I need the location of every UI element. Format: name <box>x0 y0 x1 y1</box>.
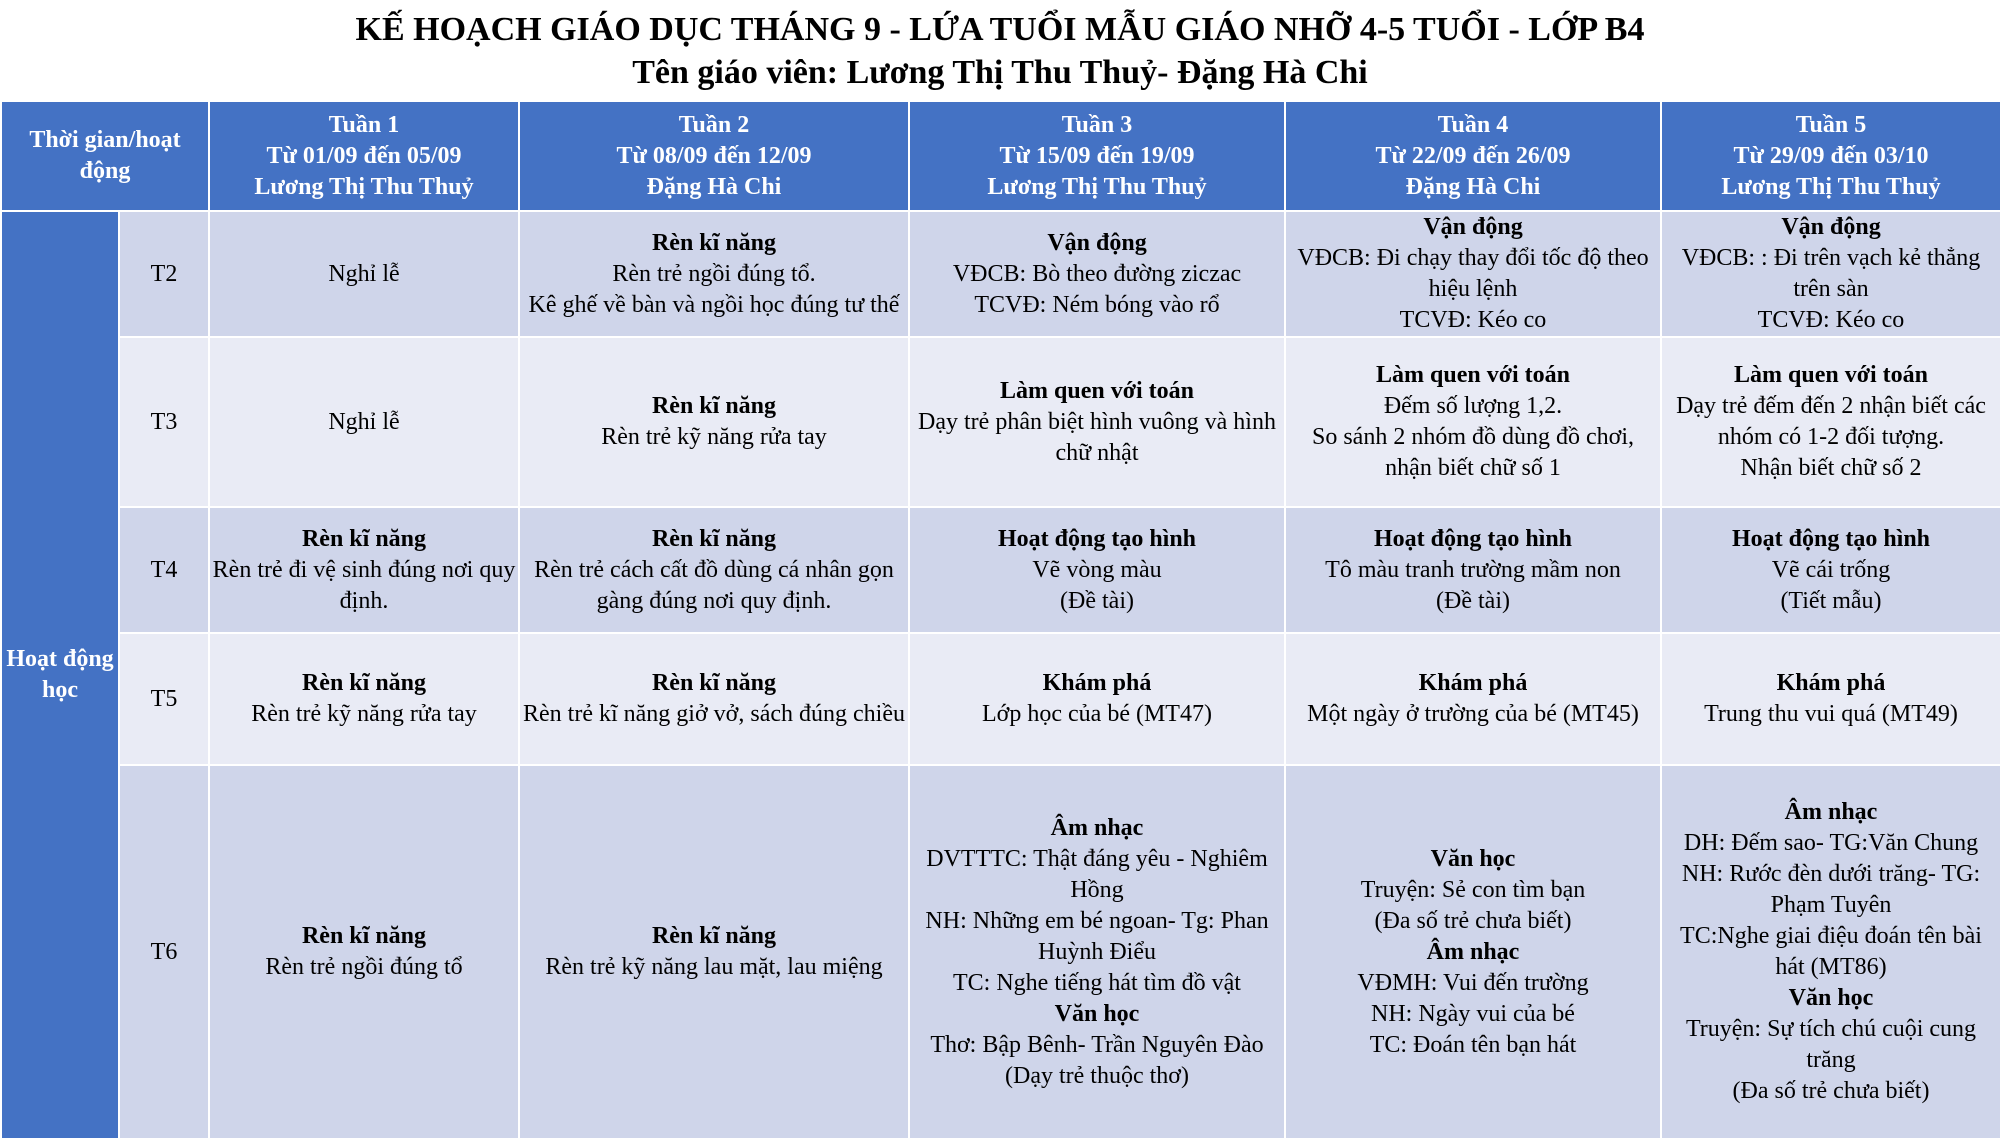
week-name: Tuần 3 <box>1061 111 1133 138</box>
table-row <box>1 211 2000 337</box>
plan-body <box>1 211 2000 1139</box>
activity-text: Thơ: Bập Bênh- Trần Nguyên Đào <box>930 1031 1264 1058</box>
week-teacher: Lương Thị Thu Thuỷ <box>254 173 474 200</box>
activity-heading: Rèn kĩ năng <box>651 393 777 419</box>
activity-cell <box>519 765 909 1139</box>
plan-table <box>0 100 2000 1140</box>
activity-heading: Âm nhạc <box>1784 799 1878 825</box>
activity-heading: Văn học <box>1430 845 1516 872</box>
activity-heading: Âm nhạc <box>1050 814 1144 841</box>
activity-text: (Đa số trẻ chưa biết) <box>1732 1078 1930 1104</box>
activity-heading: Âm nhạc <box>1426 938 1520 965</box>
title-block <box>0 8 2000 94</box>
activity-heading: Hoạt động tạo hình <box>997 525 1197 552</box>
day-label: T4 <box>119 507 209 633</box>
activity-text: (Dạy trẻ thuộc thơ) <box>1005 1062 1189 1089</box>
week-name: Tuần 1 <box>328 111 400 138</box>
activity-cell <box>1661 633 2000 765</box>
activity-text: Rèn trẻ cách cất đồ dùng cá nhân gọn gàng đúng nơi quy định. <box>534 556 894 614</box>
activity-heading: Rèn kĩ năng <box>301 525 427 552</box>
activity-cell <box>519 337 909 507</box>
activity-cell <box>209 765 519 1139</box>
week-header <box>519 101 909 211</box>
week-dates: Từ 29/09 đến 03/10 <box>1733 142 1929 169</box>
table-row <box>1 337 2000 507</box>
activity-text: (Đề tài) <box>1436 587 1510 614</box>
week-teacher: Lương Thị Thu Thuỷ <box>1721 173 1941 200</box>
activity-text: Dạy trẻ đếm đến 2 nhận biết các nhóm có 1-2 đối tượng. <box>1676 393 1986 450</box>
activity-text: VĐCB: Đi chạy thay đổi tốc độ theo hiệu lệnh <box>1297 245 1649 302</box>
table-row <box>1 507 2000 633</box>
activity-text: TCVĐ: Kéo co <box>1399 307 1547 333</box>
activity-text: Rèn trẻ kỹ năng rửa tay <box>251 701 477 727</box>
activity-text: Vẽ vòng màu <box>1032 556 1162 583</box>
activity-text: Rèn trẻ đi vệ sinh đúng nơi quy định. <box>212 556 516 614</box>
activity-cell <box>1285 765 1661 1139</box>
activity-cell <box>519 507 909 633</box>
activity-cell <box>909 337 1285 507</box>
activity-text: DVTTTC: Thật đáng yêu - Nghiêm Hồng <box>926 845 1268 903</box>
activity-cell <box>519 633 909 765</box>
activity-text: DH: Đếm sao- TG:Văn Chung <box>1683 830 1979 856</box>
activity-text: Truyện: Sẻ con tìm bạn <box>1360 876 1586 903</box>
activity-text: Lớp học của bé (MT47) <box>982 701 1212 727</box>
activity-text: Rèn trẻ kỹ năng lau mặt, lau miệng <box>545 954 883 980</box>
activity-text: Kê ghế về bàn và ngồi học đúng tư thế <box>528 291 900 318</box>
activity-heading: Làm quen với toán <box>1734 362 1928 388</box>
activity-cell <box>1285 633 1661 765</box>
activity-text: TC: Nghe tiếng hát tìm đồ vật <box>953 969 1241 996</box>
activity-text: VĐCB: : Đi trên vạch kẻ thẳng trên sàn <box>1681 245 1981 302</box>
activity-cell <box>209 211 519 337</box>
group-label: Hoạt động học <box>1 211 119 1139</box>
activity-cell <box>909 765 1285 1139</box>
activity-heading: Khám phá <box>1042 670 1152 696</box>
activity-heading: Làm quen với toán <box>1000 377 1194 404</box>
activity-text: Nhận biết chữ số 2 <box>1740 455 1922 481</box>
activity-text: VĐCB: Bò theo đường ziczac <box>952 260 1242 287</box>
activity-text: TC:Nghe giai điệu đoán tên bài hát (MT86) <box>1680 923 1982 980</box>
activity-text: VĐMH: Vui đến trường <box>1357 969 1589 996</box>
activity-text: NH: Rước đèn dưới trăng- TG: Phạm Tuyên <box>1681 861 1981 918</box>
activity-cell <box>909 211 1285 337</box>
activity-cell <box>909 507 1285 633</box>
activity-text: So sánh 2 nhóm đồ dùng đồ chơi, nhận biết chữ số 1 <box>1311 424 1635 481</box>
table-row <box>1 633 2000 765</box>
activity-heading: Vận động <box>1423 214 1523 240</box>
activity-heading: Rèn kĩ năng <box>651 229 777 256</box>
activity-heading: Rèn kĩ năng <box>651 525 777 552</box>
activity-cell <box>1285 507 1661 633</box>
week-name: Tuần 4 <box>1437 111 1509 138</box>
activity-text: Vẽ cái trống <box>1771 556 1891 583</box>
activity-cell <box>1285 337 1661 507</box>
activity-heading: Vận động <box>1781 214 1881 240</box>
week-teacher: Lương Thị Thu Thuỷ <box>987 173 1207 200</box>
week-header <box>1285 101 1661 211</box>
activity-text: Tô màu tranh trường mầm non <box>1325 556 1621 583</box>
activity-cell <box>519 211 909 337</box>
activity-heading: Hoạt động tạo hình <box>1373 525 1573 552</box>
activity-text: Đếm số lượng 1,2. <box>1383 393 1563 419</box>
week-teacher: Đặng Hà Chi <box>646 173 782 200</box>
week-header <box>209 101 519 211</box>
activity-heading: Khám phá <box>1418 670 1528 696</box>
activity-cell <box>909 633 1285 765</box>
document-title: KẾ HOẠCH GIÁO DỤC THÁNG 9 - LỨA TUỔI MẪU GIÁO NHỠ 4-5 TUỔI - LỚP B4 <box>355 11 1645 48</box>
header-row <box>1 101 2000 211</box>
activity-heading: Vận động <box>1047 229 1147 256</box>
week-header <box>909 101 1285 211</box>
activity-text: Một ngày ở trường của bé (MT45) <box>1307 701 1639 727</box>
day-label: T5 <box>119 633 209 765</box>
week-dates: Từ 15/09 đến 19/09 <box>999 142 1195 169</box>
week-dates: Từ 01/09 đến 05/09 <box>266 142 462 169</box>
week-teacher: Đặng Hà Chi <box>1405 173 1541 200</box>
activity-text: (Đề tài) <box>1060 587 1134 614</box>
activity-heading: Văn học <box>1054 1000 1140 1027</box>
day-label: T6 <box>119 765 209 1139</box>
week-dates: Từ 08/09 đến 12/09 <box>616 142 812 169</box>
activity-heading: Khám phá <box>1776 670 1886 696</box>
activity-text: Rèn trẻ kỹ năng rửa tay <box>601 424 827 450</box>
activity-text: NH: Những em bé ngoan- Tg: Phan Huỳnh Điểu <box>925 907 1269 965</box>
corner-header: Thời gian/hoạt động <box>1 101 209 211</box>
activity-text: Dạy trẻ phân biệt hình vuông và hình chữ nhật <box>918 408 1276 466</box>
activity-cell <box>1661 211 2000 337</box>
week-name: Tuần 5 <box>1795 111 1867 138</box>
activity-cell <box>1661 337 2000 507</box>
teacher-names: Tên giáo viên: Lương Thị Thu Thuỷ- Đặng Hà Chi <box>632 54 1368 91</box>
activity-text: Trung thu vui quá (MT49) <box>1704 701 1958 727</box>
activity-text: NH: Ngày vui của bé <box>1371 1000 1575 1027</box>
activity-heading: Làm quen với toán <box>1376 362 1570 388</box>
activity-cell <box>209 507 519 633</box>
activity-cell <box>209 633 519 765</box>
activity-text: Rèn trẻ ngồi đúng tổ <box>265 954 463 980</box>
activity-text: TC: Đoán tên bạn hát <box>1369 1031 1577 1058</box>
table-row <box>1 765 2000 1139</box>
activity-text: Nghỉ lễ <box>328 260 400 287</box>
activity-text: Nghỉ lễ <box>328 408 400 435</box>
activity-cell <box>1661 507 2000 633</box>
activity-heading: Văn học <box>1788 985 1874 1011</box>
activity-text: Rèn trẻ kĩ năng giở vở, sách đúng chiều <box>523 701 905 727</box>
week-header <box>1661 101 2000 211</box>
activity-cell <box>1285 211 1661 337</box>
week-name: Tuần 2 <box>678 111 750 138</box>
activity-heading: Rèn kĩ năng <box>651 923 777 949</box>
activity-text: TCVĐ: Kéo co <box>1757 307 1905 333</box>
activity-cell <box>209 337 519 507</box>
day-label: T3 <box>119 337 209 507</box>
activity-text: (Tiết mẫu) <box>1780 587 1882 614</box>
activity-heading: Hoạt động tạo hình <box>1731 525 1931 552</box>
activity-heading: Rèn kĩ năng <box>651 670 777 696</box>
activity-heading: Rèn kĩ năng <box>301 670 427 696</box>
activity-text: Rèn trẻ ngồi đúng tổ. <box>612 260 816 287</box>
activity-text: Truyện: Sự tích chú cuội cung trăng <box>1685 1016 1977 1073</box>
day-label: T2 <box>119 211 209 337</box>
activity-cell <box>1661 765 2000 1139</box>
activity-text: (Đa số trẻ chưa biết) <box>1374 907 1572 934</box>
activity-text: TCVĐ: Ném bóng vào rổ <box>974 291 1220 318</box>
week-dates: Từ 22/09 đến 26/09 <box>1375 142 1571 169</box>
activity-heading: Rèn kĩ năng <box>301 923 427 949</box>
